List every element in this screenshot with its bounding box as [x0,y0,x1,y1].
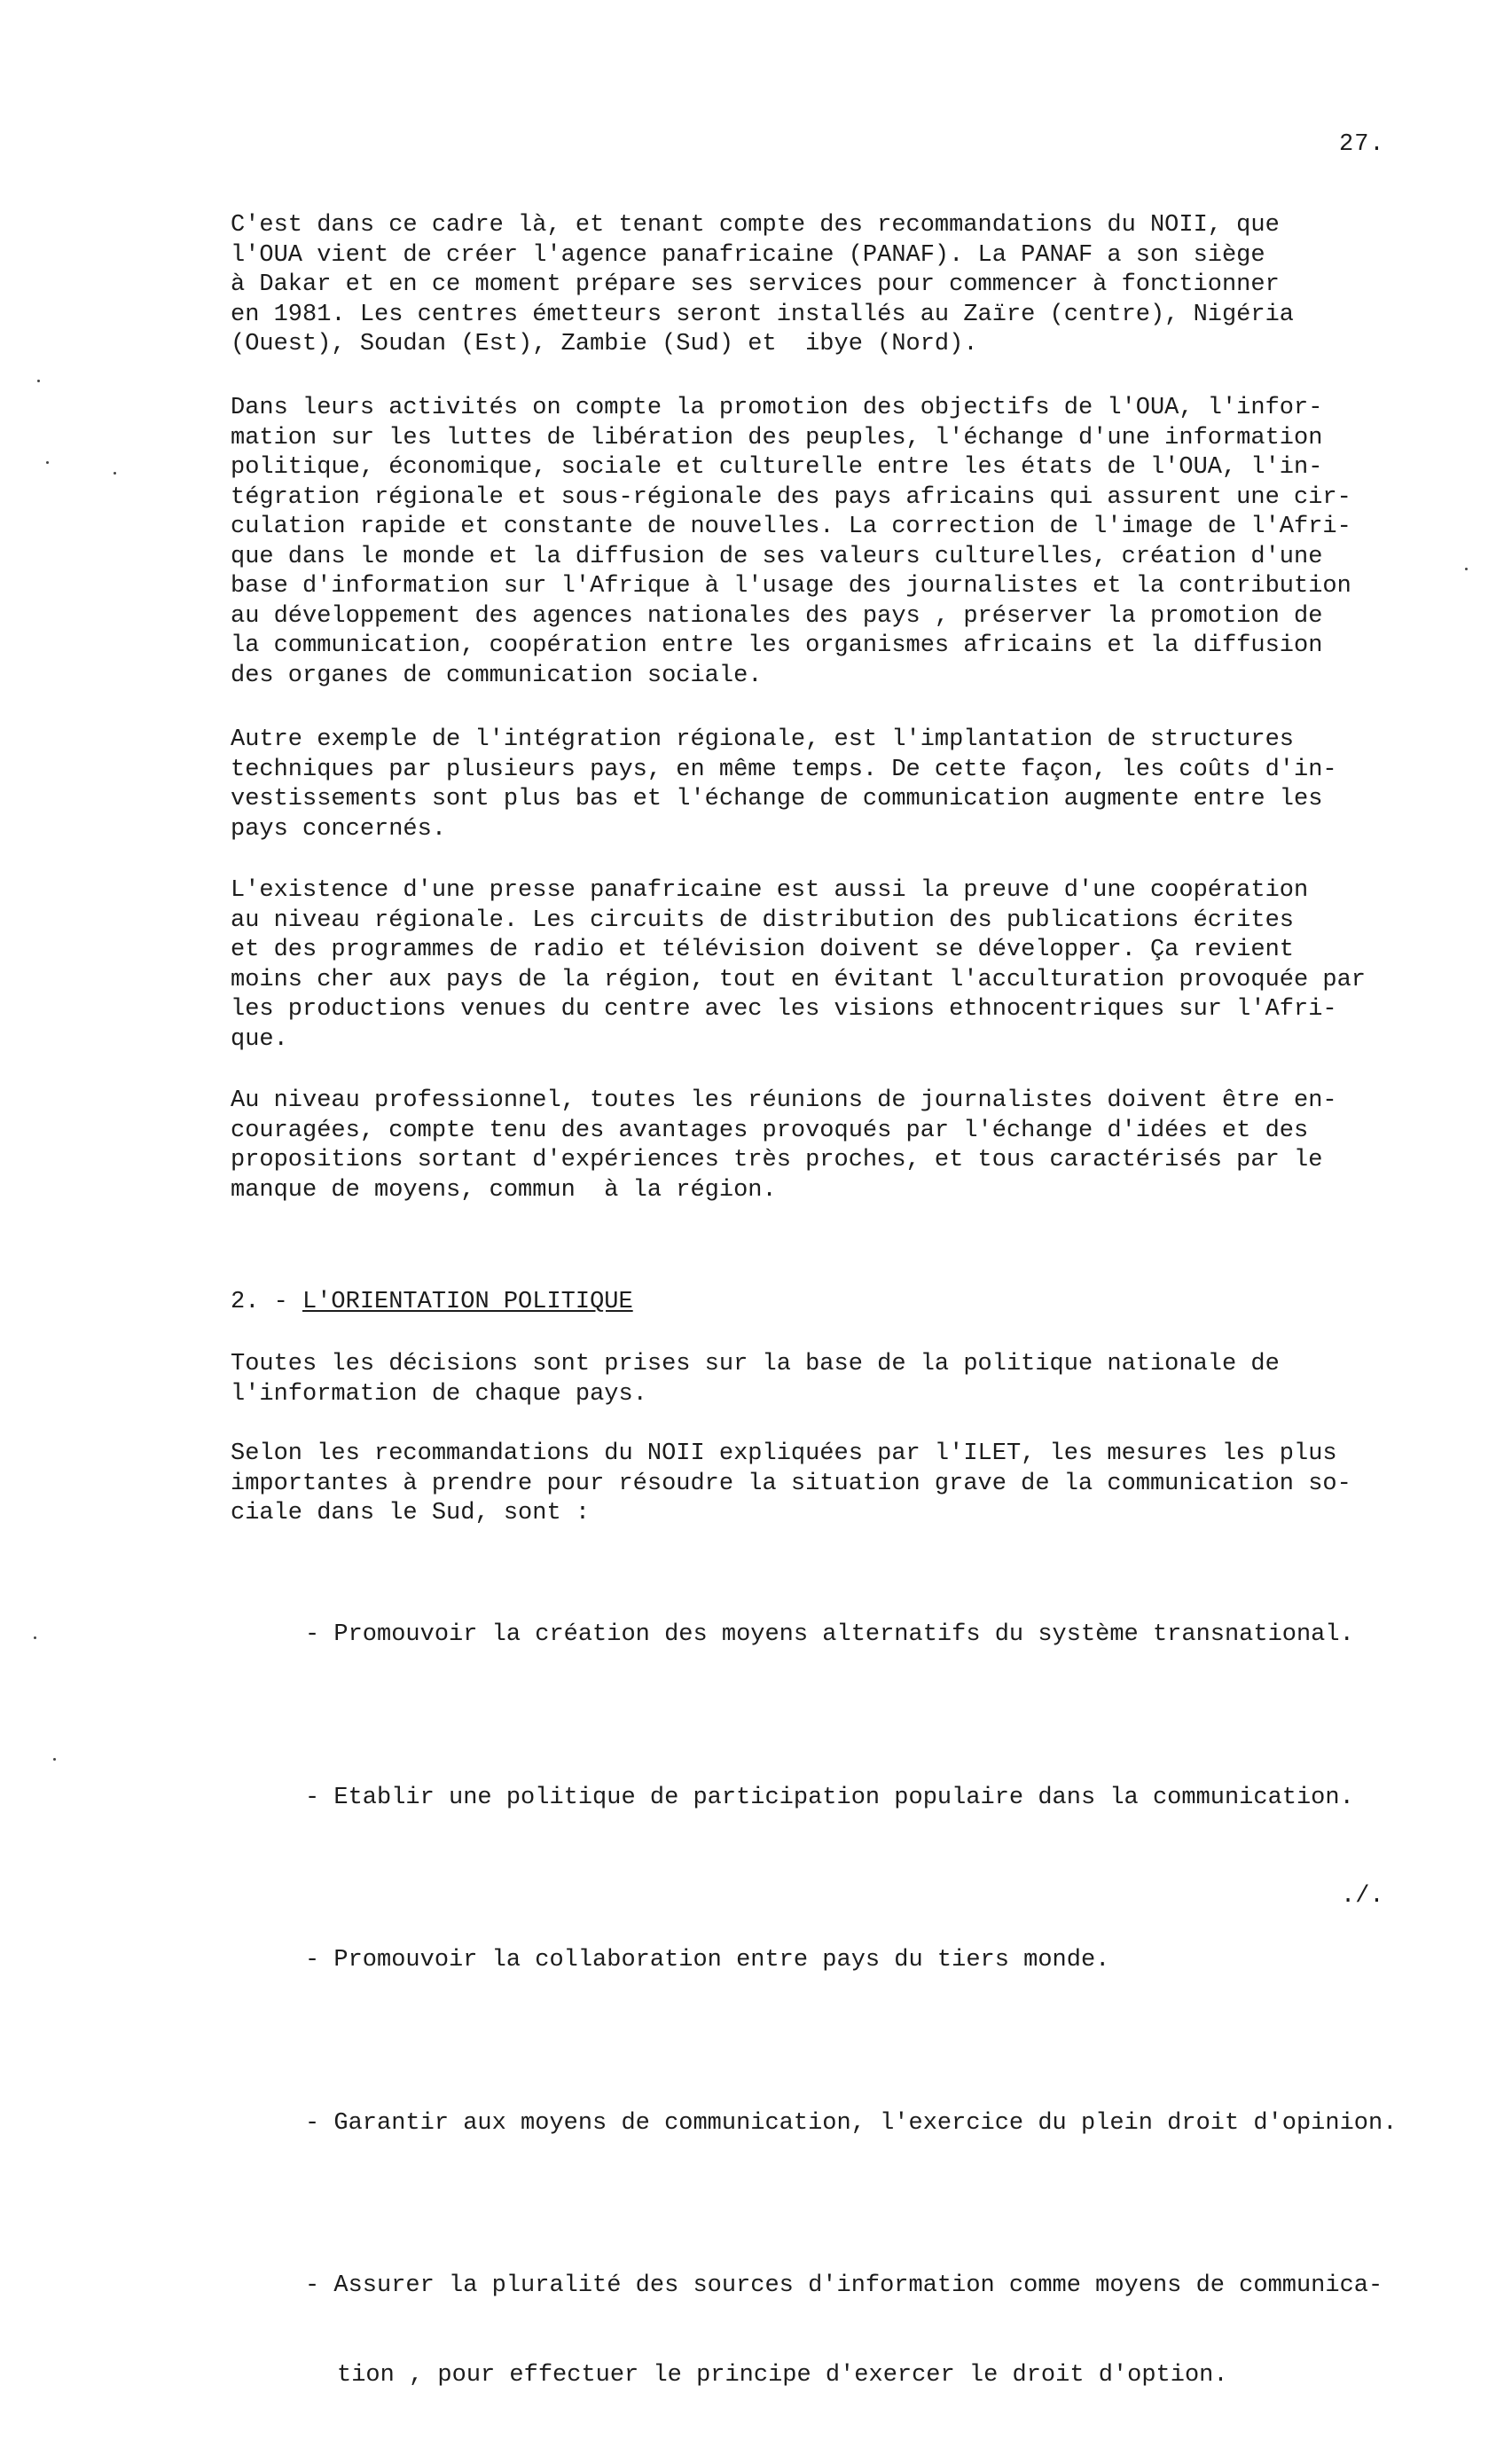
text-line: au niveau régionale. Les circuits de distribution des publications écrites [231,906,1294,934]
text-line: tion , pour effectuer le principe d'exercer le droit d'option. [337,2361,1228,2389]
section-number: 2. - [231,1289,303,1315]
section-heading [231,1289,633,1315]
paragraph-regional-integration [231,726,1337,844]
text-line: Dans leurs activités on compte la promotion des objectifs de l'OUA, l'infor- [231,395,1323,421]
paragraph-national-policy [231,1350,1280,1409]
measures-list [305,1561,1397,2464]
text-line: couragées, compte tenu des avantages provoqués par l'échange d'idées et des [231,1117,1309,1144]
paragraph-recommendations [231,1440,1351,1529]
text-line: à Dakar et en ce moment prépare ses services pour commencer à fonctionner [231,271,1280,298]
text-line: - Promouvoir la création des moyens alternatifs du système transnational. [305,1621,1354,1648]
text-line: que dans le monde et la diffusion de ses valeurs culturelles, création d'une [231,543,1323,570]
text-line: propositions sortant d'expériences très proches, et tous caractérisés par le [231,1147,1323,1173]
text-line: Au niveau professionnel, toutes les réunions de journalistes doivent être en- [231,1087,1337,1114]
paragraph-panaf [231,211,1294,360]
text-line: et des programmes de radio et télévision doivent se développer. Ça revient [231,937,1294,963]
text-line: Autre exemple de l'intégration régionale, est l'implantation de structures [231,726,1294,753]
page-number: 27. [1339,131,1385,158]
section-title: L'ORIENTATION POLITIQUE [302,1289,633,1315]
text-line: pays concernés. [231,815,447,843]
text-line: culation rapide et constante de nouvelles. La correction de l'image de l'Afri- [231,514,1351,540]
scan-speck [1465,568,1468,570]
text-line: (Ouest), Soudan (Est), Zambie (Sud) et ibye (Nord). [231,331,978,357]
text-line: l'information de chaque pays. [231,1380,647,1408]
scan-speck [46,461,49,464]
text-line: manque de moyens, commun à la région. [231,1176,777,1204]
text-line: les productions venues du centre avec les visions ethnocentriques sur l'Afri- [231,996,1337,1023]
text-line: - Assurer la pluralité des sources d'information comme moyens de communica- [305,2272,1383,2299]
text-line: la communication, coopération entre les organismes africains et la diffusion [231,632,1323,659]
text-line: politique, économique, sociale et culturelle entre les états de l'OUA, l'in- [231,454,1323,481]
text-line: tégration régionale et sous-régionale des pays africains qui assurent une cir- [231,483,1351,511]
text-line: ciale dans le Sud, sont : [231,1500,591,1526]
text-line: - Garantir aux moyens de communication, l'exercice du plein droit d'opinion. [305,2109,1398,2137]
paragraph-activities [231,394,1351,691]
text-line: vestissements sont plus bas et l'échange de communication augmente entre les [231,786,1323,812]
text-line: techniques par plusieurs pays, en même temps. De cette façon, les coûts d'in- [231,756,1337,783]
list-item [305,1887,1397,2036]
scan-speck [53,1758,56,1761]
text-line: mation sur les luttes de libération des peuples, l'échange d'une information [231,424,1323,451]
text-line: C'est dans ce cadre là, et tenant compte des recommandations du NOII, que [231,212,1280,239]
text-line: importantes à prendre pour résoudre la situation grave de la communication so- [231,1470,1351,1497]
paragraph-panafrican-press [231,876,1366,1055]
scan-speck [34,1636,36,1639]
text-line: des organes de communication sociale. [231,662,763,689]
text-line: L'existence d'une presse panafricaine est aussi la preuve d'une coopération [231,877,1309,904]
list-item [305,1561,1397,1710]
continuation-mark: ./. [1341,1883,1384,1910]
list-item [305,2212,1397,2450]
text-line: que. [231,1025,288,1053]
scan-speck [114,472,116,475]
text-line: l'OUA vient de créer l'agence panafricaine (PANAF). La PANAF a son siège [231,241,1265,269]
text-line: au développement des agences nationales des pays , préserver la promotion de [231,602,1323,630]
text-line: base d'information sur l'Afrique à l'usage des journalistes et la contribution [231,573,1351,600]
scan-speck [37,380,40,382]
text-line: en 1981. Les centres émetteurs seront installés au Zaïre (centre), Nigéria [231,301,1294,328]
text-line: Toutes les décisions sont prises sur la base de la politique nationale de [231,1351,1280,1377]
text-line: moins cher aux pays de la région, tout en évitant l'acculturation provoquée par [231,966,1367,993]
text-line: - Promouvoir la collaboration entre pays du tiers monde. [305,1947,1110,1974]
paragraph-professional-level [231,1087,1337,1205]
text-line: Selon les recommandations du NOII expliquées par l'ILET, les mesures les plus [231,1440,1337,1467]
text-line: - Etablir une politique de participation populaire dans la communication. [305,1784,1354,1811]
list-item [305,1724,1397,1873]
